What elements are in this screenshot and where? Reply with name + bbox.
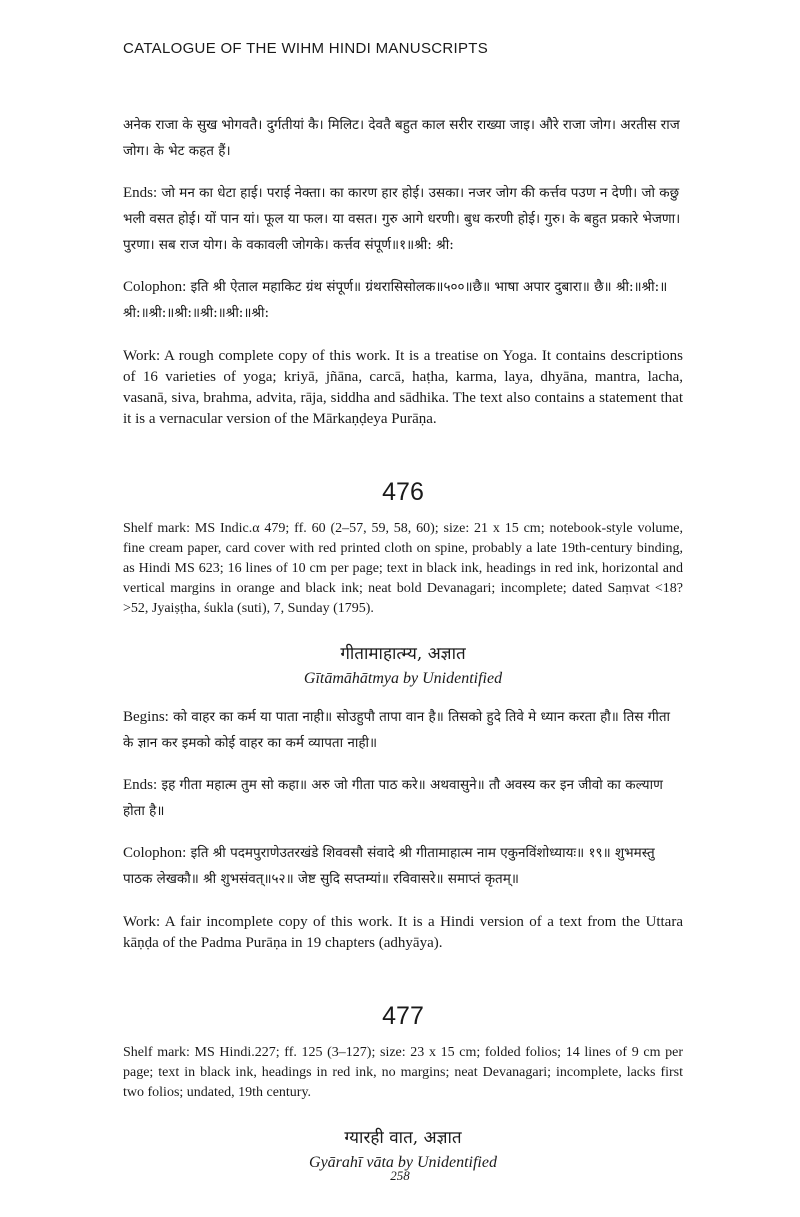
ends-text: इह गीता महात्म तुम सो कहा॥ अरु जो गीता पाठ करे॥ अथवासुने॥ तौ अवस्य कर इन जीवो का कल्याण होता है॥ (123, 777, 663, 819)
title-devanagari-476: गीतामाहात्म्य, अज्ञात (340, 644, 466, 664)
shelf-mark-477: Shelf mark: MS Hindi.227; ff. 125 (3–127); size: 23 x 15 cm; folded folios; 14 lines of 9 cm per page; text in black ink, headings in red ink, no margins; neat Devanagari; incomplete, lacks first two folios; undated, 19th century. (123, 1045, 683, 1100)
entry-number-477: 477 (382, 1002, 424, 1030)
begins-label: Begins: (123, 709, 169, 725)
ends-475 (123, 180, 683, 258)
begins-text: को वाहर का कर्म या पाता नाही॥ सोउहुपौ तापा वान है॥ तिसको हुदे तिवे मे ध्यान करता हौ॥ तिस गीता के ज्ञान कर इमको कोई वाहर का कर्म व्यापता नाही॥ (123, 709, 671, 751)
ends-476 (123, 772, 683, 824)
title-roman-476 (123, 670, 683, 688)
page-number: 258 (390, 1168, 410, 1183)
work-description-476: Work: A fair incomplete copy of this work. It is a Hindi version of a text from the Uttara kāṇḍa of the Padma Purāṇa in 19 chapters (adhyāya). (123, 914, 683, 951)
opening-devanagari-text: अनेक राजा के सुख भोगवतै। दुर्गतीयां कै। मिलिट। देवतै बहुत काल सरीर राख्या जाइ। औरे राजा जोग। अरतीस राज जोग। के भेट कहत हैं। (123, 117, 680, 159)
title-roman-text: Gyārahī vāta by Unidentified (309, 1154, 497, 1171)
colophon-text: इति श्री ऐताल महाकिट ग्रंथ संपूर्ण॥ ग्रंथरासिसोलक॥५००॥छै॥ भाषा अपार दुबारा॥ छै॥ श्री:॥श्री:॥श्री:॥श्री:॥श्री:॥श्री:॥श्री:॥श्री: (123, 279, 668, 321)
shelf-mark-476: Shelf mark: MS Indic.α 479; ff. 60 (2–57, 59, 58, 60); size: 21 x 15 cm; notebook-style volume, fine cream paper, card cover with red printed cloth on spine, probably a late 19th-century binding, as Hindi MS 623; 16 lines of 10 cm per page; text in black ink, headings in red ink, horizontal and vertical margins in orange and black ink; neat bold Devanagari; incomplete; dated Saṃvat <18?>52, Jyaiṣṭha, śukla (suti), 7, Sunday (1795). (123, 521, 683, 616)
entry-number-476: 476 (382, 478, 424, 506)
colophon-label: Colophon: (123, 845, 187, 861)
title-devanagari-477: ग्यारही वात, अज्ञात (344, 1128, 462, 1148)
begins-476 (123, 704, 683, 756)
colophon-text: इति श्री पदमपुराणेउतरखंडे शिववसौ संवादे श्री गीतामाहात्म नाम एकुनविंशोध्यायः॥ १९॥ शुभमस्तु पाठक लेखकौ॥ श्री शुभसंवत्॥५२॥ जेष्ट सुदि सप्तम्यां॥ रविवासरे॥ समाप्तं कृतम्॥ (123, 845, 655, 887)
title-roman-text: Gītāmāhātmya by Unidentified (303, 670, 503, 687)
ends-text: जो मन का धेटा हाई। पराई नेक्ता। का कारण हार होई। उसका। नजर जोग की कर्त्तव पउण न देणी। जो कछु भली वसत होई। यों पान यां। फूल या फल। या वसत। गुरु आगे धरणी। बुध करणी होई। गुरु। के बहुत प्रकारे भेजणा। पुरणा। सब राज योग। के वकावली जोगके। कर्त्तव संपूर्ण॥१॥श्री: श्री: (123, 185, 681, 253)
running-header: CATALOGUE OF THE WIHM HINDI MANUSCRIPTS (123, 40, 489, 57)
ends-label: Ends: (123, 777, 158, 793)
colophon-label: Colophon: (123, 279, 187, 295)
work-description-475: Work: A rough complete copy of this work. It is a treatise on Yoga. It contains descriptions of 16 varieties of yoga; kriyā, jñāna, carcā, haṭha, karma, laya, dhyāna, mantra, lacha, vasanā, siva, brahma, advita, rāja, siddha and sādhika. The text also contains a statement that it is a vernacular version of the Mārkaṇḍeya Purāṇa. (123, 348, 683, 427)
catalogue-page-body (123, 112, 683, 1172)
colophon-476 (123, 840, 683, 892)
ends-label: Ends: (123, 185, 158, 201)
colophon-475 (123, 274, 683, 326)
